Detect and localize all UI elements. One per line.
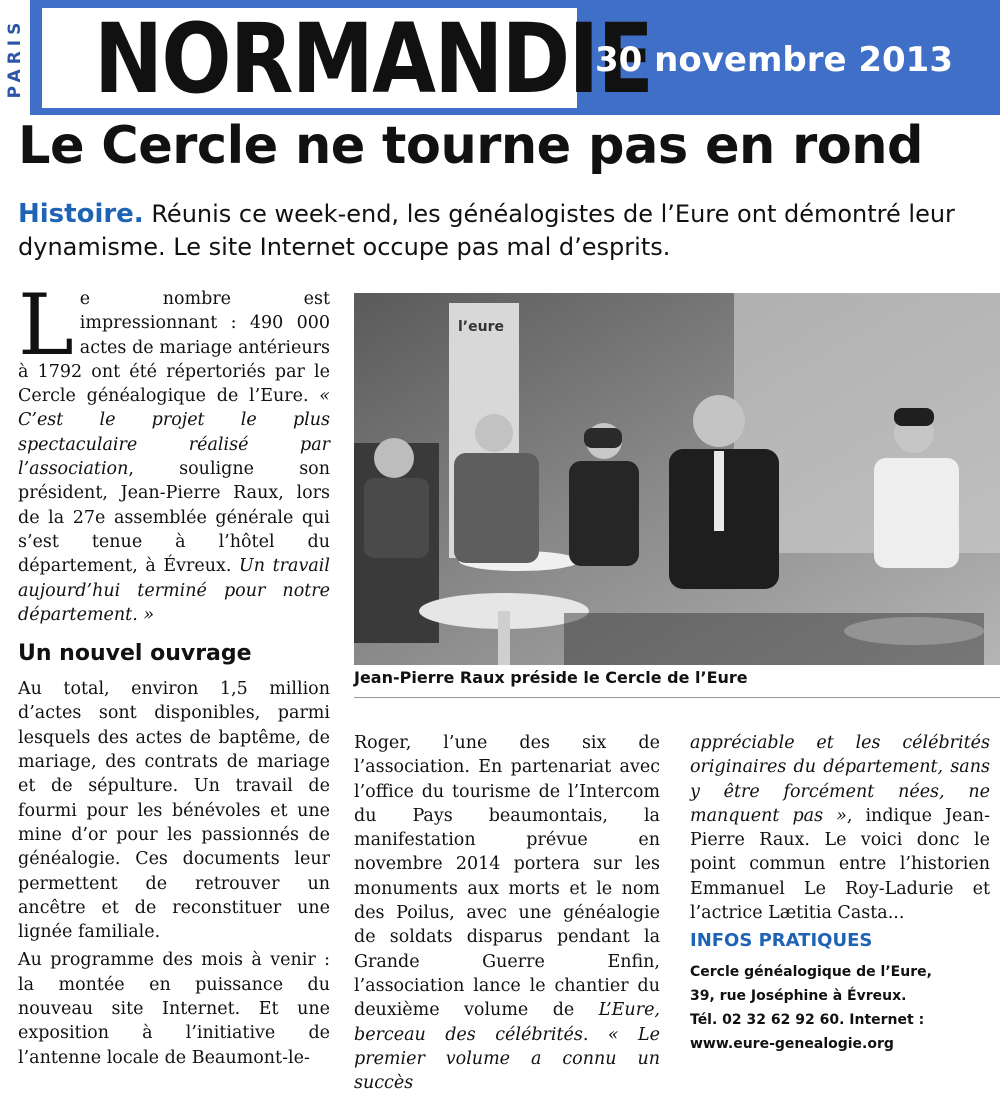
newspaper-name: NORMANDIE bbox=[94, 3, 653, 115]
banner-stand-text: l’eure bbox=[458, 319, 504, 335]
infos-line-website: www.eure-genealogie.org bbox=[690, 1035, 894, 1052]
paragraph-total: Au total, environ 1,5 million d’actes sont disponibles, parmi lesquels des actes de baptême, de mariage, des contrats de mariage et de sépulture. Un travail de fourmi pour les bénévoles et une mine d’or pour les passionnés de généalogie. Ces documents leur permettent de retrouver un ancêtre et de reconstituer une lignée familiale. bbox=[18, 679, 330, 943]
article-column-2 bbox=[354, 731, 660, 1099]
column-2-text: Roger, l’une des six de l’association. En partenariat avec l’office du tourisme de l’Intercom du Pays beaumontais, la manifestation prévue en novembre 2014 portera sur les monuments aux morts et le nom des Poilus, avec une généalogie de soldats disparus pendant la Grande Guerre Enfin, l’association lance le chantier du deuxième volume de bbox=[354, 733, 660, 1021]
standfirst-text: Réunis ce week-end, les généalogistes de l’Eure ont démontré leur dynamisme. Le site Internet occupe pas mal d’esprits. bbox=[18, 200, 955, 261]
caption-divider bbox=[354, 697, 1000, 698]
paragraph-programme: Au programme des mois à venir : la montée en puissance du nouveau site Internet. Et une exposition à l’initiative de l’antenne locale de Beaumont-le- bbox=[18, 950, 330, 1068]
intro-text: e nombre est impressionnant : 490 000 actes de mariage antérieurs à 1792 ont été répertoriés par le Cercle généalogique de l’Eure. bbox=[18, 289, 330, 407]
photo-caption: Jean-Pierre Raux préside le Cercle de l’Eure bbox=[354, 668, 748, 687]
intro-quote-2: Un travail aujourd’hui terminé pour notre département. » bbox=[18, 556, 330, 625]
article-column-1 bbox=[18, 276, 330, 1074]
article-column-3 bbox=[690, 731, 990, 1056]
paragraph-column-2 bbox=[354, 731, 660, 1095]
column-2-italic: L’Eure, berceau des célébrités. « Le premier volume a connu un succès bbox=[354, 1000, 660, 1094]
article-headline: Le Cercle ne tourne pas en rond bbox=[18, 116, 924, 176]
article-subhead: Un nouvel ouvrage bbox=[18, 641, 252, 667]
infos-line-address-name: Cercle généalogique de l’Eure, bbox=[690, 963, 932, 980]
column-3-text: , indique Jean-Pierre Raux. Le voici donc le point commun entre l’historien Emmanuel Le Roy-Ladurie et l’actrice Lætitia Casta... bbox=[690, 805, 990, 924]
photo-illustration bbox=[354, 293, 1000, 665]
paragraph-intro bbox=[18, 276, 330, 627]
intro-quote-1: « C’est le projet le plus spectaculaire réalisé par l’association bbox=[18, 386, 330, 480]
paragraph-column-3 bbox=[690, 731, 990, 925]
intro-text-mid: , souligne son président, Jean-Pierre Raux, lors de la 27e assemblée générale qui s’est tenue à l’hôtel du département, à Évreux. bbox=[18, 459, 330, 577]
infos-line-street: 39, rue Joséphine à Évreux. bbox=[690, 987, 907, 1004]
drop-cap: L bbox=[18, 276, 74, 374]
masthead-banner bbox=[0, 0, 1000, 115]
infos-title: INFOS PRATIQUES bbox=[690, 930, 873, 952]
article-photo bbox=[354, 293, 1000, 665]
masthead-logo-box bbox=[42, 3, 653, 115]
masthead-side-label bbox=[2, 8, 28, 108]
issue-date: 30 novembre 2013 bbox=[595, 40, 953, 80]
column-3-italic: appréciable et les célébrités originaires du département, sans y être forcément nées, ne manquent pas » bbox=[690, 733, 990, 826]
article-kicker: Histoire. bbox=[18, 199, 144, 229]
infos-line-phone: Tél. 02 32 62 92 60. Internet : bbox=[690, 1011, 925, 1028]
article-standfirst bbox=[18, 198, 983, 264]
paris-label: PARIS bbox=[5, 17, 25, 99]
